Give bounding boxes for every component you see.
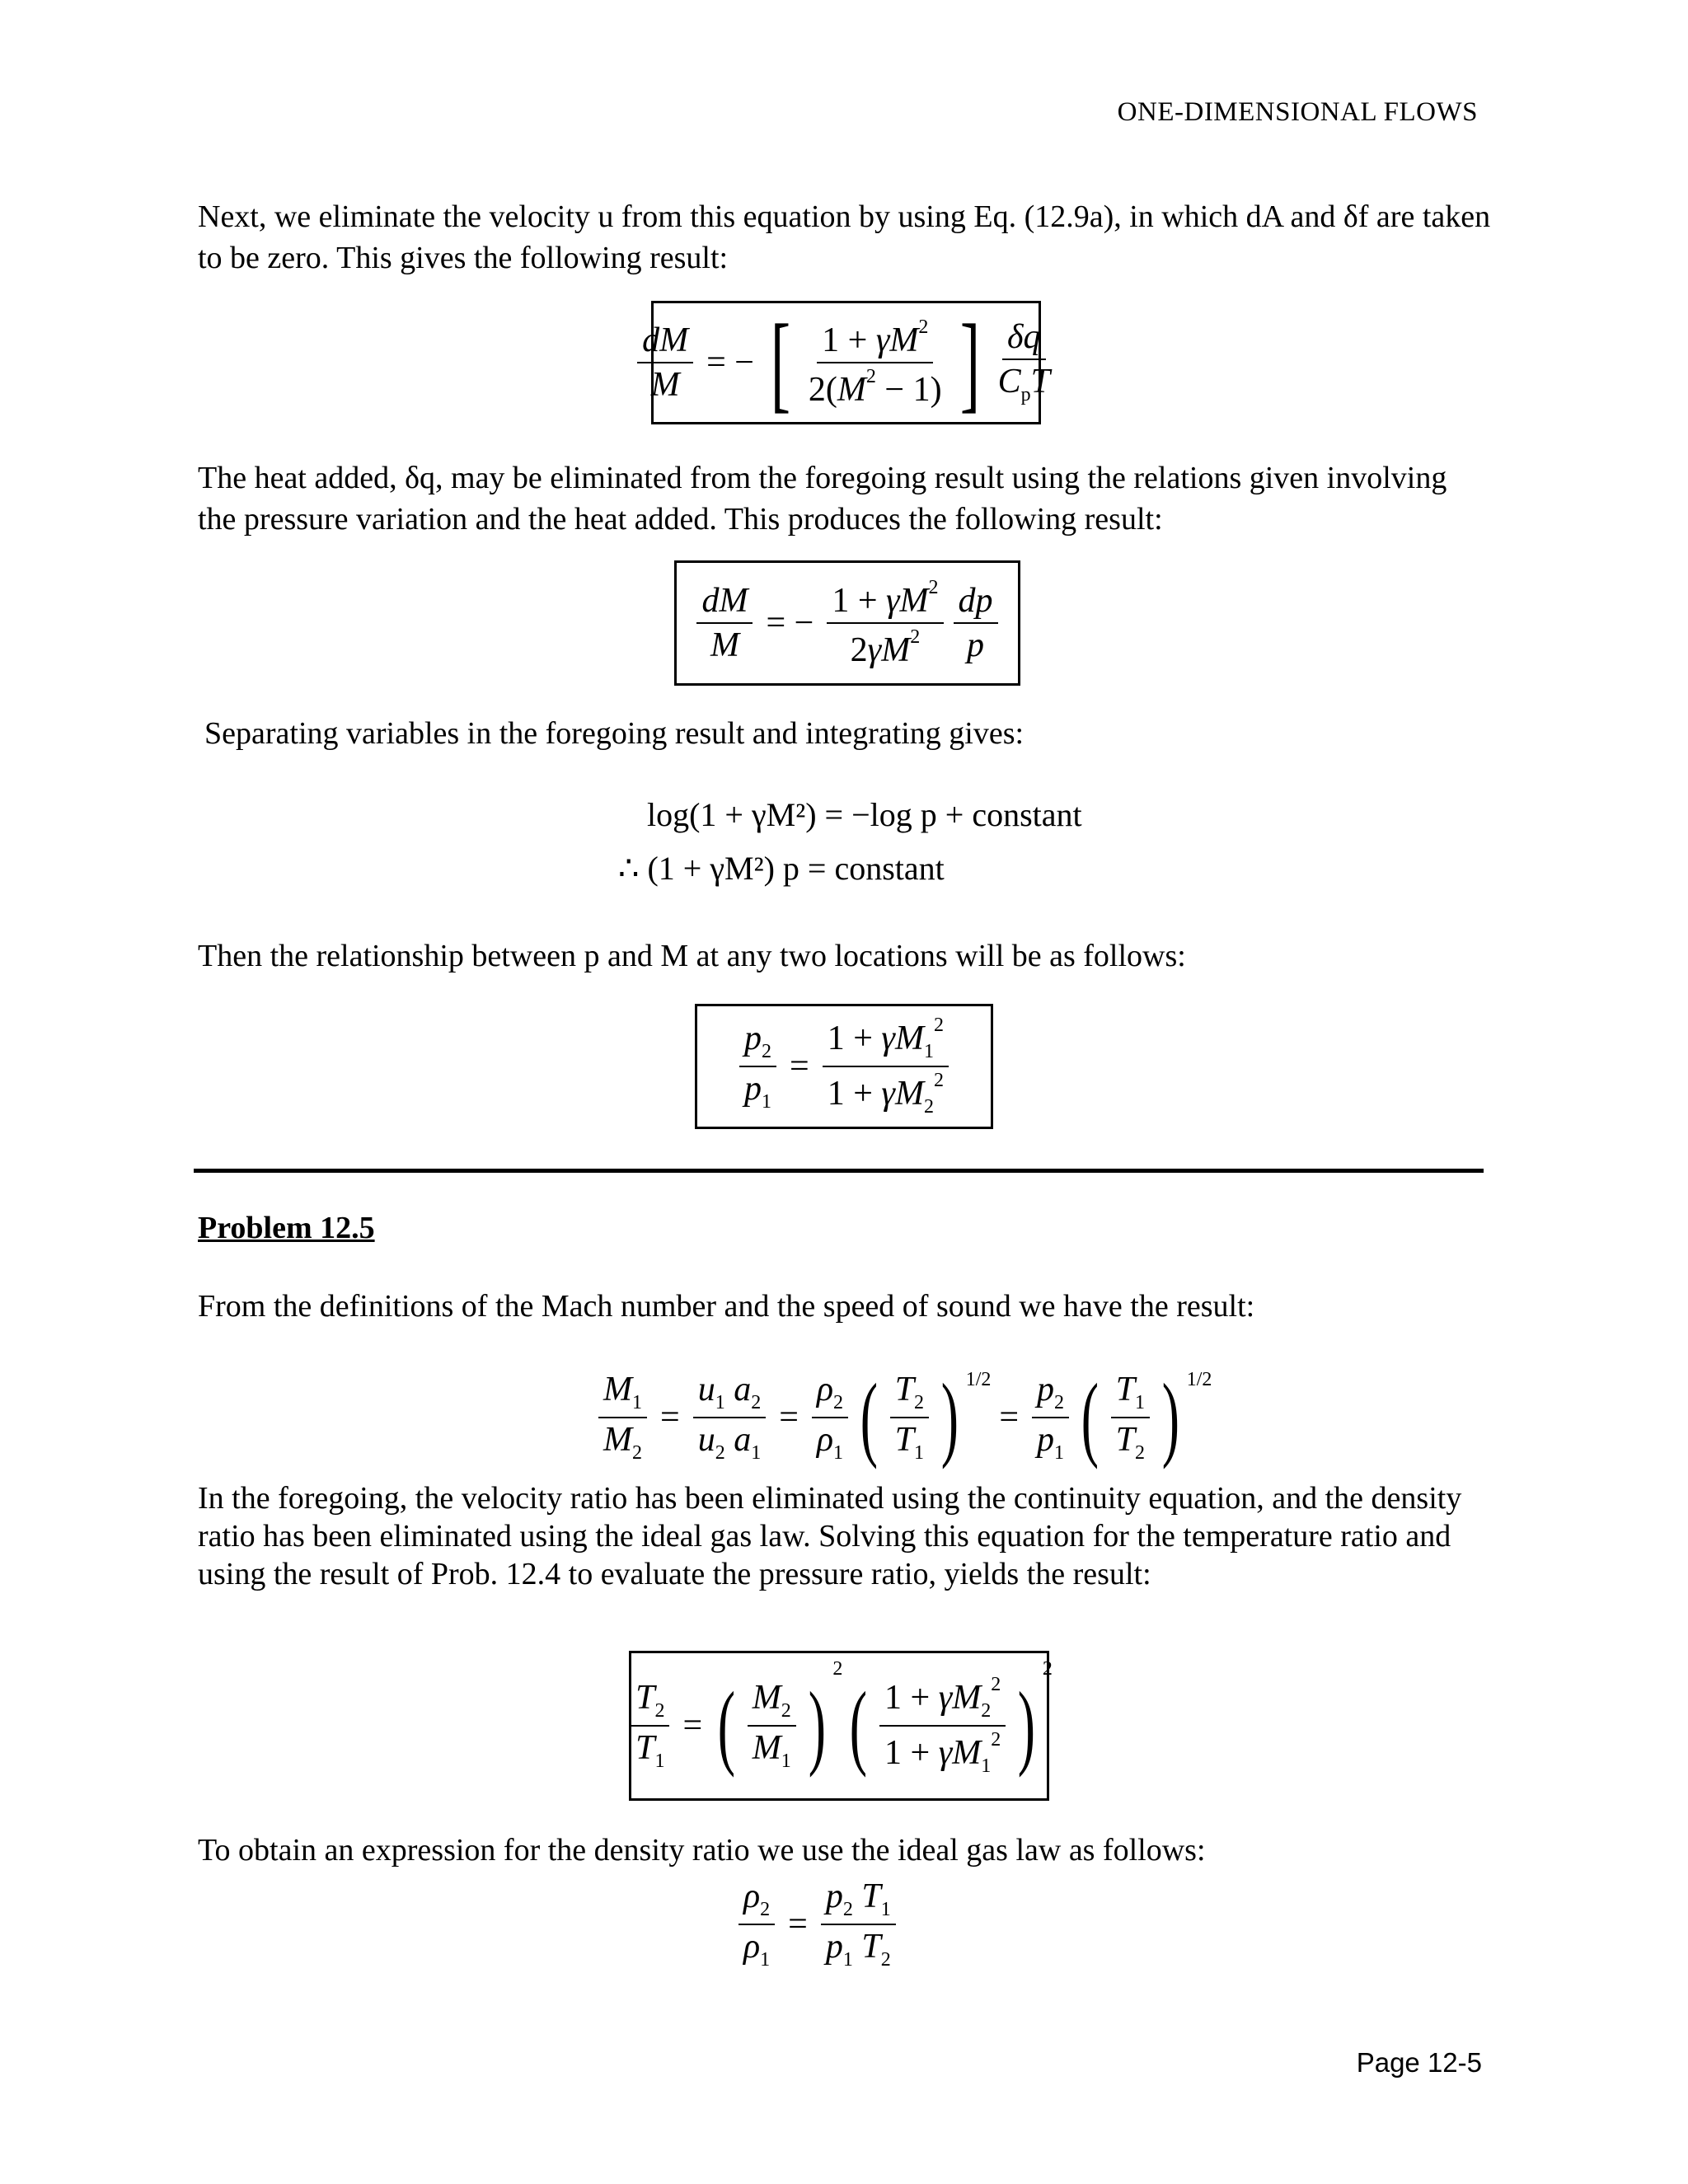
equation-dm-heat: $\frac{dM}{M}$ = − [ $\frac{1 + \gamma M^2}{2(M^2 - 1)}$ ] $\frac{\delta q}{C_pT}$ [654, 303, 1039, 422]
equation-pressure-ratio: $\frac{p_2}{p_1}$ = $\frac{1 + \gamma M_1^2}{1 + \gamma M_2^2}$ [697, 1006, 991, 1127]
paragraph-heat-added: The heat added, δq, may be eliminated from the foregoing result using the relations given involving the pressure variation and the heat added. This produces the following result: [198, 461, 1447, 537]
equation-box-temperature-ratio [629, 1651, 1053, 1801]
equation-box-pressure-ratio [695, 1004, 993, 1129]
equation-mach-ratio: $\frac{M_1}{M_2}$ = $\frac{u_1 a_2}{u_2 a_1}$ = $\frac{\rho_2}{\rho_1}$ ( $\frac{T_2}{T_1}$ ) 1/2 = $\frac{p_2}{p_1}$ ( $\frac{T_1}{T_2}$ ) 1/2 [593, 1364, 1154, 1471]
paragraph-foregoing: In the foregoing, the velocity ratio has been eliminated using the continuity equation, and the density ratio has been eliminated using the ideal gas law. Solving this equation for the temperature ratio and using the result of Prob. 12.4 to evaluate the pressure ratio, yields the result: [198, 1481, 1462, 1591]
equation-integration-line1: log(1 + γM²) = −log p + constant [647, 796, 1082, 833]
equation-box-dm-pressure [674, 560, 1020, 686]
equation-integration-line2: ∴ (1 + γM²) p = constant [618, 850, 945, 887]
paragraph-intro: Next, we eliminate the velocity u from this equation by using Eq. (12.9a), in which dA and δf are taken to be zero. This gives the following result: [198, 199, 1491, 275]
page-number: Page 12-5 [1356, 2047, 1482, 2078]
running-header: ONE-DIMENSIONAL FLOWS [1117, 97, 1478, 127]
problem-heading: Problem 12.5 [198, 1211, 375, 1245]
section-divider [194, 1169, 1484, 1173]
equation-density-ratio: $\frac{\rho_2}{\rho_1}$ = $\frac{p_2 T_1}{p_1 T_2}$ [734, 1875, 948, 1974]
equation-box-dm-heat [642, 301, 1050, 424]
paragraph-relationship: Then the relationship between p and M at any two locations will be as follows: [198, 939, 1186, 973]
paragraph-separating: Separating variables in the foregoing result and integrating gives: [204, 716, 1025, 751]
paragraph-density-ratio: To obtain an expression for the density ratio we use the ideal gas law as follows: [198, 1833, 1206, 1868]
equation-dm-pressure: $\frac{dM}{M}$ = − $\frac{1 + \gamma M^2}{2\gamma M^2}$ $\frac{dp}{p}$ [677, 563, 1018, 683]
equation-temperature-ratio: $\frac{T_2}{T_1}$ = ( $\frac{M_2}{M_1}$ ) 2 ( $\frac{1 + \gamma M_2^2}{1 + \gamma M_1^2}$ ) 2 [631, 1653, 1047, 1798]
paragraph-mach-definition: From the definitions of the Mach number and the speed of sound we have the result: [198, 1289, 1255, 1324]
